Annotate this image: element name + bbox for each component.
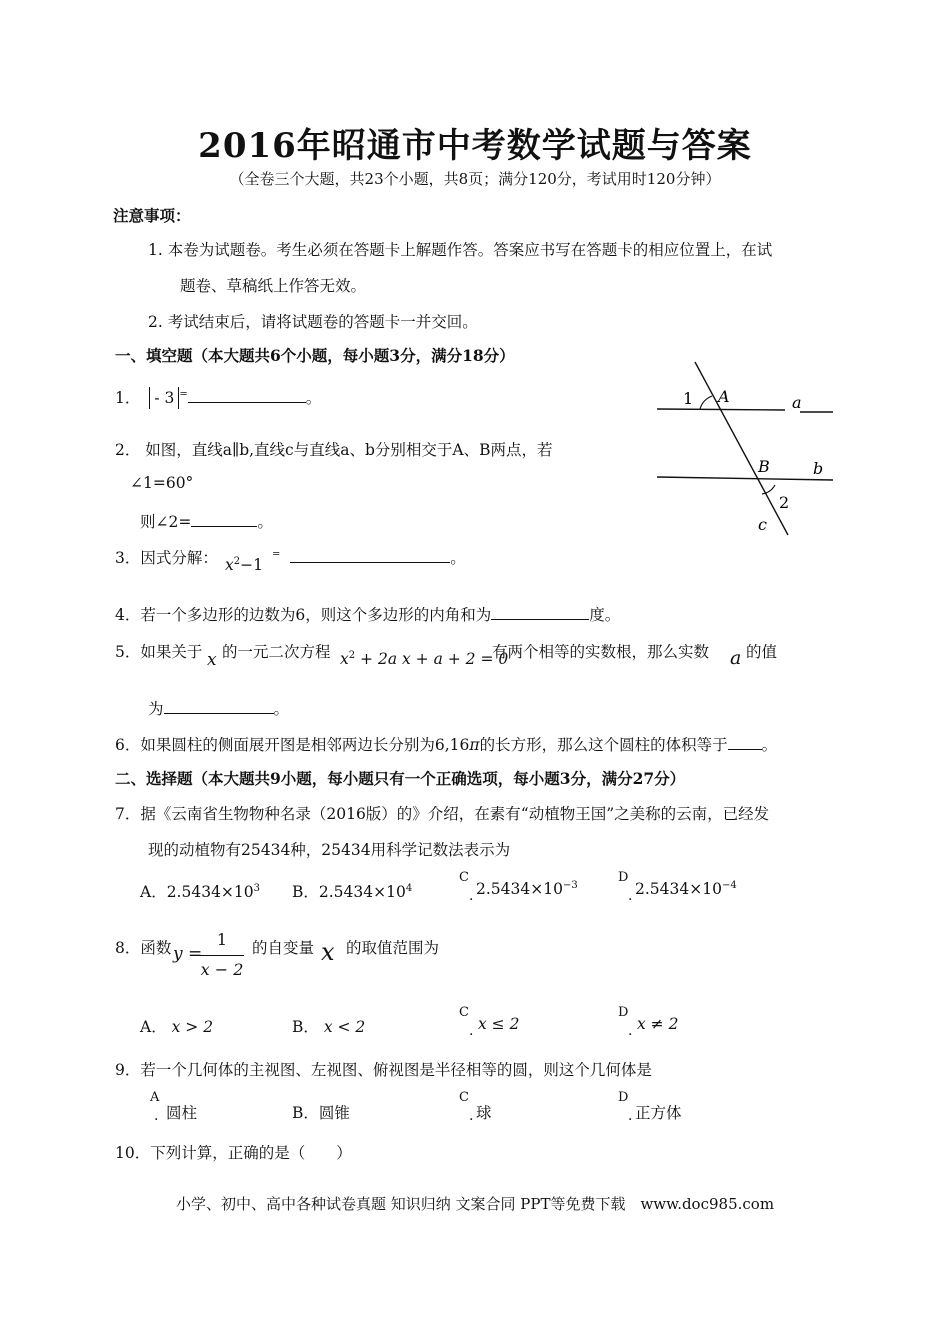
q9-option-b: B．圆锥 — [292, 1104, 350, 1122]
label-A: A — [718, 387, 730, 406]
q9-option-c-dot: . — [469, 1108, 474, 1124]
question-8-p2: 的自变量 — [252, 939, 315, 957]
label-b: b — [813, 459, 824, 478]
question-3-expression: $x^2-1$ — [225, 556, 263, 575]
page-title: 2016年昭通市中考数学试题与答案 — [198, 126, 752, 166]
variable-x: x — [207, 650, 217, 670]
q7-option-d-dot: . — [628, 888, 633, 904]
q7-option-c-dot: . — [469, 888, 474, 904]
question-5-p1: 5．如果关于 — [115, 643, 203, 661]
q9-option-d-letter: D — [618, 1090, 629, 1105]
question-1-number: 1． — [115, 389, 141, 407]
variable-x-large: x — [321, 938, 335, 966]
section-1-heading: 一、填空题（本大题共6个小题，每小题3分，满分18分） — [115, 346, 515, 365]
q8-option-d-dot: . — [628, 1023, 633, 1039]
label-a: a — [792, 393, 802, 412]
question-1 — [115, 386, 321, 409]
variable-a: a — [730, 647, 742, 669]
fraction-bar — [200, 955, 244, 956]
question-2-end: 。 — [257, 513, 273, 531]
q7-option-c-letter: C — [459, 870, 469, 885]
q8-option-b: B． x < 2 — [292, 1018, 366, 1036]
q9-option-d-dot: . — [628, 1108, 633, 1124]
question-3-end: 。 — [450, 549, 466, 567]
question-7-line-1: 7．据《云南省生物物种名录（2016版）的》介绍，在素有“动植物王国”之美称的云南，已经发 — [115, 805, 770, 823]
label-2: 2 — [779, 493, 790, 512]
label-c: c — [758, 515, 767, 534]
q9-option-a-letter: A — [150, 1090, 160, 1105]
q7-option-c: $2.5434\times 10^{-3}$ — [476, 880, 578, 899]
answer-blank-6 — [728, 733, 762, 750]
question-4: 4．若一个多边形的边数为6，则这个多边形的内角和为 度。 — [115, 603, 620, 625]
answer-blank-4 — [491, 603, 589, 620]
parallel-lines-figure — [655, 360, 835, 540]
question-2-line-3 — [140, 510, 273, 532]
question-2-line-1: 2． 如图，直线a∥b,直线c与直线a、b分别相交于A、B两点，若 — [115, 441, 553, 459]
q9-option-d: 正方体 — [635, 1104, 682, 1122]
q7-option-d-letter: D — [618, 870, 629, 885]
question-3-answer — [272, 546, 466, 568]
q8-option-c-dot: . — [469, 1023, 474, 1039]
line-c — [695, 362, 788, 535]
q8-option-d: x ≠ 2 — [637, 1015, 679, 1033]
equals-sign: = — [272, 548, 281, 560]
function-y: y = — [173, 944, 203, 964]
label-B: B — [758, 457, 770, 476]
question-6: 6．如果圆柱的侧面展开图是相邻两边长分别为6,16π的长方形，那么这个圆柱的体积等于 。 — [115, 733, 777, 755]
notice-item-2: 2. 考试结束后，请将试题卷的答题卡一并交回。 — [148, 313, 478, 331]
q8-option-d-letter: D — [618, 1005, 629, 1020]
question-2-line-2: ∠1=60° — [130, 474, 194, 492]
page-footer: 小学、初中、高中各种试卷真题 知识归纳 文案合同 PPT等免费下载 www.doc985.com — [175, 1195, 775, 1213]
abs-value-expression: - 3 — [149, 387, 179, 409]
question-9: 9．若一个几何体的主视图、左视图、俯视图是半径相等的圆，则这个几何体是 — [115, 1061, 652, 1079]
q7-option-b: B．$2.5434\times 10^4$ — [292, 882, 413, 901]
answer-blank-1 — [188, 386, 306, 403]
q8-option-c: x ≤ 2 — [478, 1015, 520, 1033]
label-1: 1 — [683, 389, 694, 408]
question-3-prefix: 3．因式分解： — [115, 549, 218, 567]
answer-blank-3 — [290, 546, 450, 563]
quadratic-equation: $x^2 + 2a$ x + a + 2 = 0 — [340, 650, 509, 669]
line-b — [657, 477, 833, 480]
question-5-p2: 的一元二次方程 — [222, 643, 331, 661]
q9-option-c-letter: C — [459, 1090, 469, 1105]
question-5-line-2: 为 。 — [148, 697, 289, 719]
equals-sign: = — [179, 388, 188, 400]
page-subtitle: （全卷三个大题，共23个小题，共8页；满分120分，考试用时120分钟） — [229, 170, 721, 188]
q8-option-a: A． x > 2 — [140, 1018, 214, 1036]
pi-symbol: π — [469, 736, 480, 754]
q7-option-d: $2.5434\times 10^{-4}$ — [635, 880, 737, 899]
section-2-heading: 二、选择题（本大题共9小题，每小题只有一个正确选项，每小题3分，满分27分） — [115, 769, 686, 788]
answer-blank-5 — [164, 697, 274, 714]
notice-heading: 注意事项： — [113, 206, 191, 225]
question-2-prompt: 则∠2= — [140, 513, 192, 531]
angle-1-arc — [700, 396, 712, 409]
q9-option-c: 球 — [476, 1104, 492, 1122]
question-5-p4: 的值 — [746, 643, 778, 661]
question-1-end: 。 — [305, 389, 322, 407]
q9-option-a-dot: . — [154, 1108, 159, 1124]
notice-item-1-line-2: 题卷、草稿纸上作答无效。 — [180, 277, 367, 295]
q8-option-c-letter: C — [459, 1005, 469, 1020]
question-8-p1: 8．函数 — [115, 939, 172, 957]
question-5-p3: 有两个相等的实数根，那么实数 — [492, 643, 710, 661]
q7-option-a: A．$2.5434\times 10^3$ — [140, 882, 261, 901]
q9-option-a: 圆柱 — [166, 1104, 198, 1122]
notice-item-1-line-1: 1. 本卷为试题卷。考生必须在答题卡上解题作答。答案应书写在答题卡的相应位置上，在试 — [148, 241, 773, 259]
answer-blank-2 — [191, 510, 257, 527]
question-10: 10．下列计算，正确的是（ ） — [115, 1144, 352, 1162]
fraction-numerator: 1 — [216, 930, 228, 949]
fraction-denominator: x − 2 — [200, 960, 244, 979]
question-7-line-2: 现的动植物有25434种，25434用科学记数法表示为 — [148, 841, 511, 859]
question-8-p3: 的取值范围为 — [346, 939, 440, 957]
